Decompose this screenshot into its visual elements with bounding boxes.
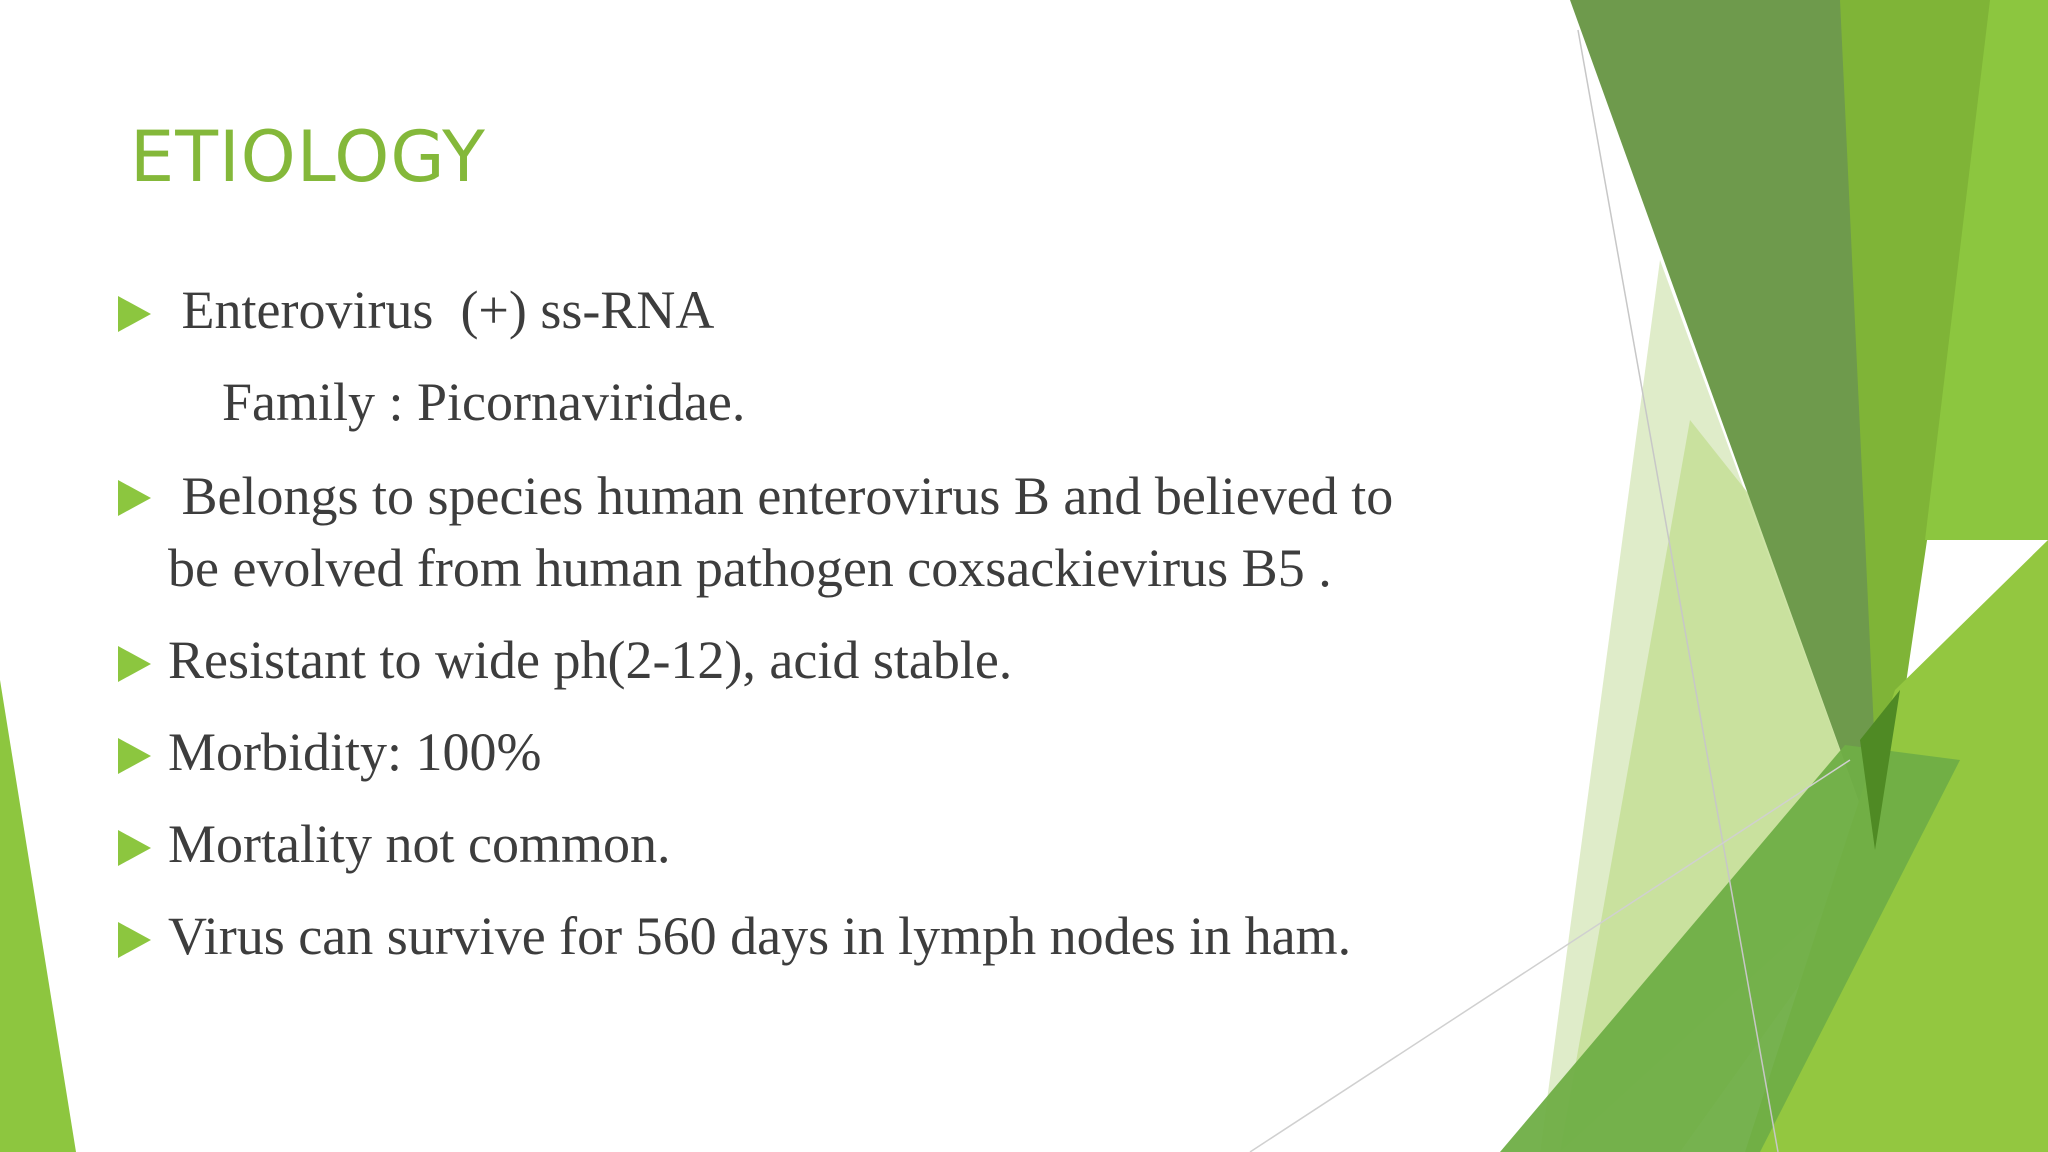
triangle-right-icon xyxy=(118,480,151,516)
bullet-text: Enterovirus (+) ss-RNA xyxy=(168,280,715,340)
triangle-right-icon xyxy=(118,922,151,958)
bullet-text: Belongs to species human enterovirus B and believed to xyxy=(168,466,1394,526)
triangle-right-icon xyxy=(118,296,151,332)
left-green-shape xyxy=(0,680,76,1152)
bullet-text: Mortality not common. xyxy=(168,814,671,874)
bullet-text: be evolved from human pathogen coxsackievirus B5 . xyxy=(168,538,1332,598)
triangle-right-icon xyxy=(118,646,151,682)
slide-title: ETIOLOGY xyxy=(130,116,486,198)
bullet-text: Morbidity: 100% xyxy=(168,722,542,782)
bullet-text: Family : Picornaviridae. xyxy=(168,372,746,432)
bullet-text: Resistant to wide ph(2-12), acid stable. xyxy=(168,630,1013,690)
triangle-right-icon xyxy=(118,830,151,866)
bullet-text: Virus can survive for 560 days in lymph nodes in ham. xyxy=(168,906,1352,966)
triangle-right-icon xyxy=(118,738,151,774)
